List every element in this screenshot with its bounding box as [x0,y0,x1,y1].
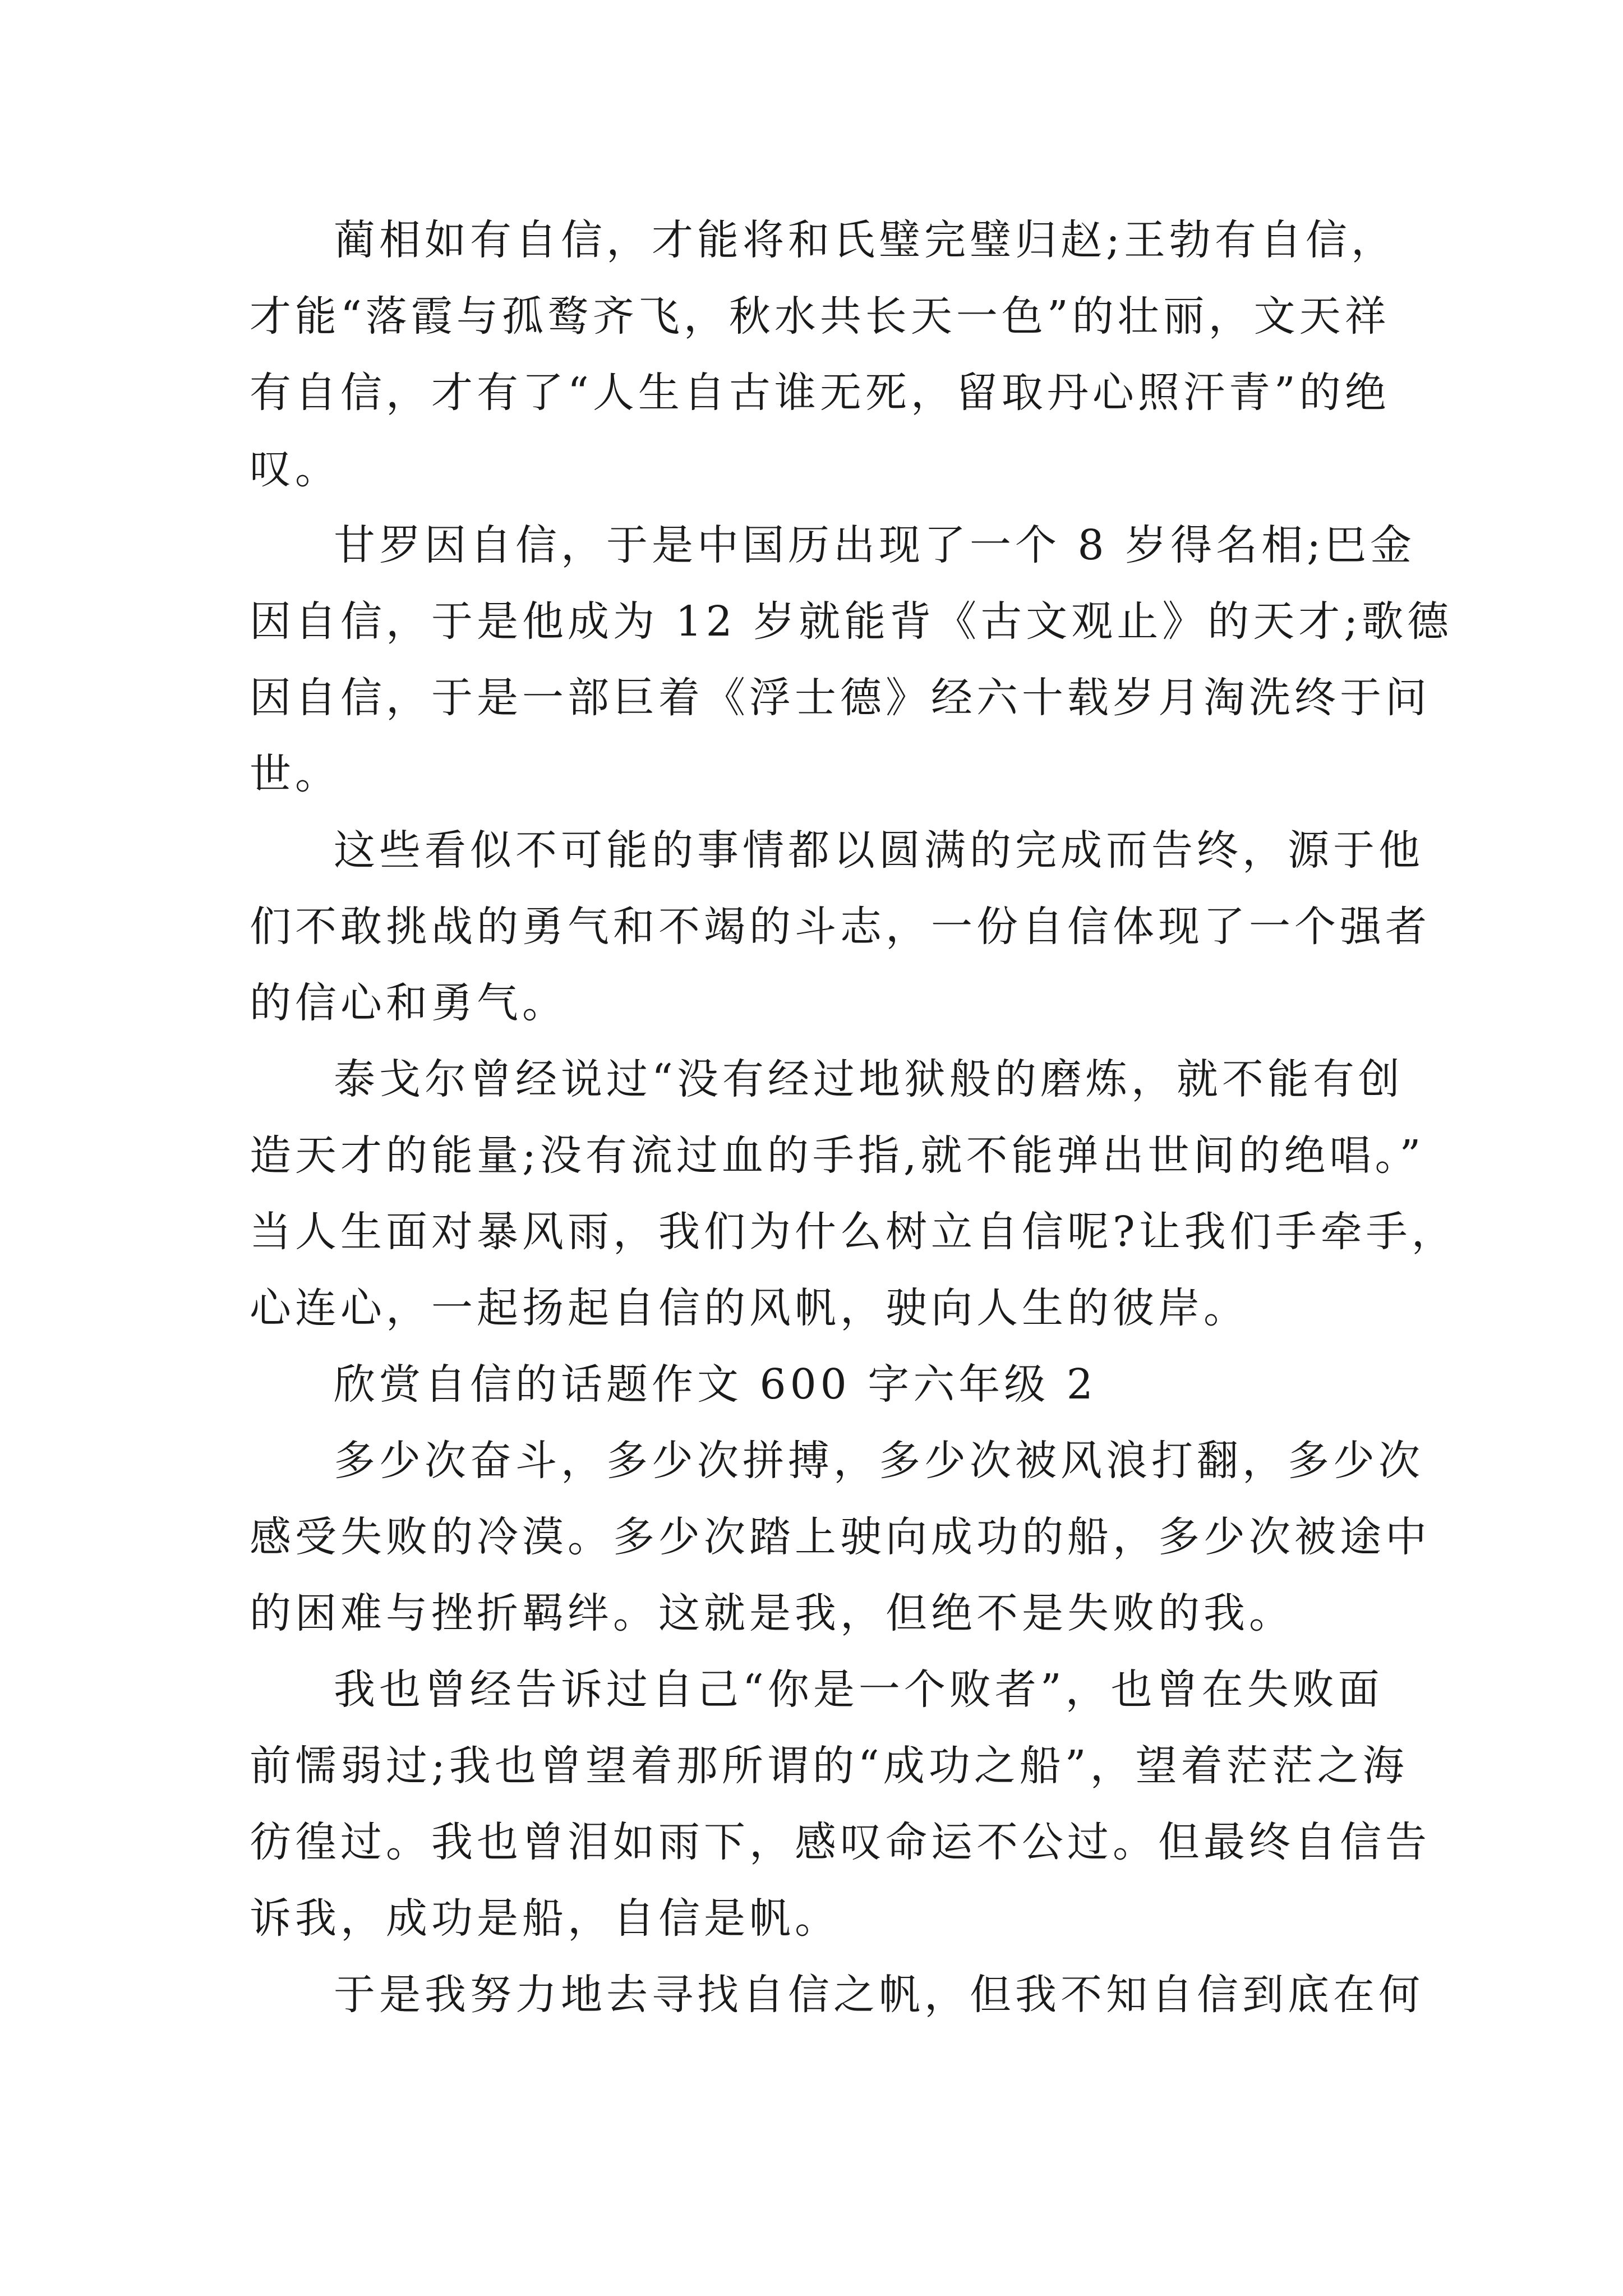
text-line: 因自信，于是一部巨着《浮士德》经六十载岁月淘洗终于问 [250,674,1431,722]
text-line: 于是我努力地去寻找自信之帆，但我不知自信到底在何 [334,1971,1424,2019]
essay-title: 欣赏自信的话题作文 600 字六年级 2 [334,1360,1097,1409]
text-line: 诉我，成功是船，自信是帆。 [250,1894,840,1943]
text-line: 们不敢挑战的勇气和不竭的斗志，一份自信体现了一个强者 [250,903,1431,951]
text-line: 的困难与挫折羁绊。这就是我，但绝不是失败的我。 [250,1589,1294,1637]
text-line: 造天才的能量;没有流过血的手指,就不能弹出世间的绝唱。” [250,1131,1425,1180]
text-line: 有自信，才有了“人生自古谁无死，留取丹心照汗青”的绝 [250,369,1390,417]
text-line: 叹。 [250,445,340,493]
text-line: 多少次奋斗，多少次拼搏，多少次被风浪打翻，多少次 [334,1437,1424,1485]
text-line: 甘罗因自信，于是中国历出现了一个 8 岁得名相;巴金 [334,521,1416,569]
text-line: 世。 [250,750,340,798]
text-line: 的信心和勇气。 [250,979,568,1027]
text-line: 前懦弱过;我也曾望着那所谓的“成功之船”，望着茫茫之海 [250,1742,1408,1790]
text-line: 这些看似不可能的事情都以圆满的完成而告终，源于他 [334,826,1424,875]
text-line: 泰戈尔曾经说过“没有经过地狱般的磨炼，就不能有创 [334,1055,1404,1103]
text-line: 才能“落霞与孤鹜齐飞，秋水共长天一色”的壮丽，文天祥 [250,292,1390,341]
text-line: 蔺相如有自信，才能将和氏璧完璧归赵;王勃有自信， [334,216,1396,264]
text-line: 彷徨过。我也曾泪如雨下，感叹命运不公过。但最终自信告 [250,1818,1431,1866]
text-line: 心连心，一起扬起自信的风帆，驶向人生的彼岸。 [250,1284,1249,1332]
text-line: 因自信，于是他成为 12 岁就能背《古文观止》的天才;歌德 [250,597,1453,646]
text-line: 感受失败的冷漠。多少次踏上驶向成功的船，多少次被途中 [250,1513,1431,1561]
essay-body [250,202,1457,2033]
text-line: 当人生面对暴风雨，我们为什么树立自信呢?让我们手牵手， [250,1208,1457,1256]
text-line: 我也曾经告诉过自己“你是一个败者”，也曾在失败面 [334,1665,1384,1714]
